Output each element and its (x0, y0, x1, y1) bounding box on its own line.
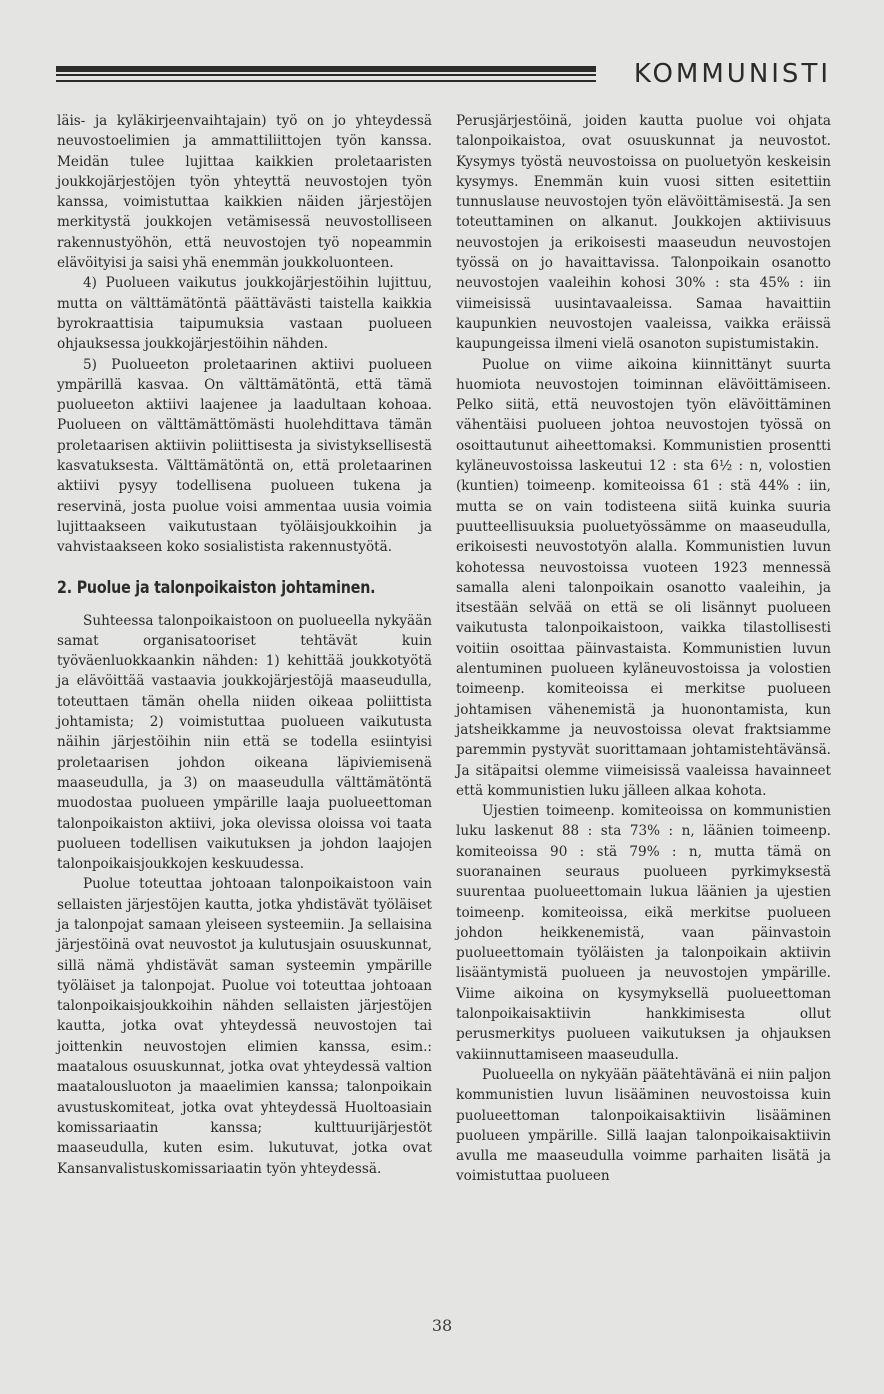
paragraph: Perusjärjestöinä, joiden kautta puolue voi ohjata talonpoikaistoa, ovat osuuskunnat ja neuvostot. Kysymys työstä neuvostoissa on puoluetyön keskeisin kysymys. Enemmän kuin vuosi sitten esitettiin tunnuslause neuvostojen työn elävöittämisestä. Ja sen toteuttaminen on alkanut. Joukkojen aktiivisuus neuvostojen ja erikoisesti maaseudun neuvostojen työssä on jo havaittavissa. Talonpoikain osanotto neuvostojen vaaleihin kohosi 30% : sta 45% : iin viimeisissä uusintavaaleissa. Samaa havaittiin kaupunkien neuvostojen vaaleissa, vaikka eräissä kaupungeissa ilmeni vielä osanoton supistumistakin. (456, 113, 831, 353)
page-number: 38 (431, 1316, 453, 1335)
paragraph: Suhteessa talonpoikaistoon on puolueella nykyään samat organisatooriset tehtävät kuin työväenluokkaankin nähden: 1) kehittää joukkotyötä ja elävöittää vastaavia joukkojärjestöjä maaseudulla, toteuttaen tämän ohella niiden oikeaa poliittista johtamista; 2) voimistuttaa puolueen vaikutusta näihin järjestöihin niin että se todella esiintyisi proletaarisen johdon oikeana läpiviemisenä maaseudulla, ja 3) on maaseudulla välttämätöntä muodostaa puolueen ympärille laaja puolueettoman talonpoikaiston aktiivi, joka olevissa oloissa voi taata puolueen todellisen vaikutuksen ja johdon laajojen talonpoikaisjoukkojen keskuudessa. (57, 612, 432, 873)
header-rule (56, 66, 596, 76)
right-column (456, 111, 831, 1187)
paragraph: Puolueella on nykyään päätehtävänä ei niin paljon kommunistien luvun lisääminen neuvostoissa kuin puolueettoman talonpoikaisaktiivin lisääminen puolueen ympärille. Sillä laajan talonpoikaisaktiivin avulla me maaseudulla voimme parhaiten lisätä ja voimistuttaa puolueen (456, 1066, 831, 1185)
paragraph: Puolue toteuttaa johtoaan talonpoikaistoon vain sellaisten järjestöjen kautta, jotka yhdistävät työläiset ja talonpojat samaan yleiseen systeemiin. Ja sellaisina järjestöinä ovat neuvostot ja kulutusjain osuuskunnat, sillä nämä yhdistävät saman systeemin ympärille työläiset ja talonpojat. Puolue voi toteuttaa johtoaan talonpoikaisjoukkoihin nähden sellaisten järjestöjen kautta, jotka ovat yhteydessä neuvostojen tai joittenkin neuvostojen elimien kanssa, esim.: maatalous osuuskunnat, jotka ovat yhteydessä valtion maatalousluoton ja maaelimien kanssa; talonpoikain avustuskomiteat, jotka ovat yhteydessä Huoltoasiain komissariaatin kanssa; kulttuurijärjestöt maaseudulla, kuten esim. lukutuvat, jotka ovat Kansanvalistuskomissariaatin työn yhteydessä. (57, 876, 432, 1177)
paragraph: 4) Puolueen vaikutus joukkojärjestöihin lujittuu, mutta on välttämätöntä päättävästi taistella kaikkia byrokraattisia taipumuksia vastaan puolueen ohjauksessa joukkojärjestöihin nähden. (57, 275, 432, 353)
running-title: KOMMUNISTI (633, 59, 831, 89)
left-column (57, 111, 432, 1179)
section-heading: 2. Puolue ja talonpoikaiston johtaminen. (57, 577, 376, 598)
paragraph: läis- ja kyläkirjeenvaihtajain) työ on jo yhteydessä neuvostoelimien ja ammattiliittojen työn kanssa. Meidän tulee lujittaa kaikkien proletaaristen joukkojärjestöjen työn yhteyttä neuvostojen työn kanssa, voimistuttaa kaikkien näiden järjestöjen merkitystä joukkojen vetämisessä neuvostolliseen rakennustyöhön, että neuvostojen työ nopeammin elävöityisi ja saisi yhä enemmän joukkoluonteen. (57, 113, 432, 272)
header-rule-thin (56, 80, 596, 82)
paragraph: Puolue on viime aikoina kiinnittänyt suurta huomiota neuvostojen toiminnan elävöittämiseen. Pelko siitä, että neuvostojen työn elävöittäminen vähentäisi puolueen johtoa neuvostojen työssä on osoittautunut aiheettomaksi. Kommunistien prosentti kyläneuvostoissa laskeutui 12 : sta 6½ : n, volostien (kuntien) toimeenp. komiteoissa 61 : stä 44% : iin, mutta se on vain todisteena siitä kuinka suuria puutteellisuuksia puoluetyössämme on maaseudulla, erikoisesti neuvostotyön alalla. Kommunistien luvun kohotessa neuvostoissa vuoteen 1923 mennessä samalla aleni talonpoikain osanotto vaaleihin, ja itsestään selvää on että se oli lisännyt puolueen vaikutusta talonpoikaistoon, vaikka tilastollisesti voitiin osoittaa päinvastaista. Kommunistien luvun alentuminen puolueen kyläneuvostoissa ja volostien toimeenp. komiteoissa ei merkitse puolueen johtamisen vähenemistä ja huonontamista, kun jatsheikkamme ja neuvostoissa olevat fraktsiamme paremmin pystyvät suorittamaan johtamistehtävänsä. Ja sitäpaitsi olemme viimeisissä vaaleissa havainneet että kommunistien luku jälleen alkaa kohota. (456, 356, 831, 799)
paragraph: 5) Puolueeton proletaarinen aktiivi puolueen ympärillä kasvaa. On välttämätöntä, että tämä puolueeton aktiivi laajenee ja laadultaan kohoaa. Puolueen on välttämättömästi huolehdittava tämän proletaarisen aktiivin poliittisesta ja sivistyksellisestä kasvatuksesta. Välttämätöntä on, että proletaarinen aktiivi pysyy todellisena puolueen tukena ja reservinä, josta puolue voisi ammentaa uusia voimia lujittaakseen vaikutustaan työläisjoukkoihin ja vahvistaakseen koko sosialistista rakennustyötä. (57, 356, 432, 556)
paragraph: Ujestien toimeenp. komiteoissa on kommunistien luku laskenut 88 : sta 73% : n, läänien toimeenp. komiteoissa 90 : stä 79% : n, mutta tämä on suoranainen seuraus puolueen pyrkimyksestä suurentaa puolueettomain lukua läänien ja ujestien toimeenp. komiteoissa, eikä merkitse puolueen johdon heikkenemistä, vaan päinvastoin puolueettomain työläisten ja talonpoikain aktiivin lisääntymistä puolueen ja neuvostojen ympärille. Viime aikoina on kysymyksellä puolueettoman talonpoikaisaktiivin hankkimisesta ollut perusmerkitys puolueen vaikutuksen ja ohjauksen vakiinnuttamiseen maaseudulla. (456, 803, 831, 1063)
page-header (56, 56, 831, 96)
